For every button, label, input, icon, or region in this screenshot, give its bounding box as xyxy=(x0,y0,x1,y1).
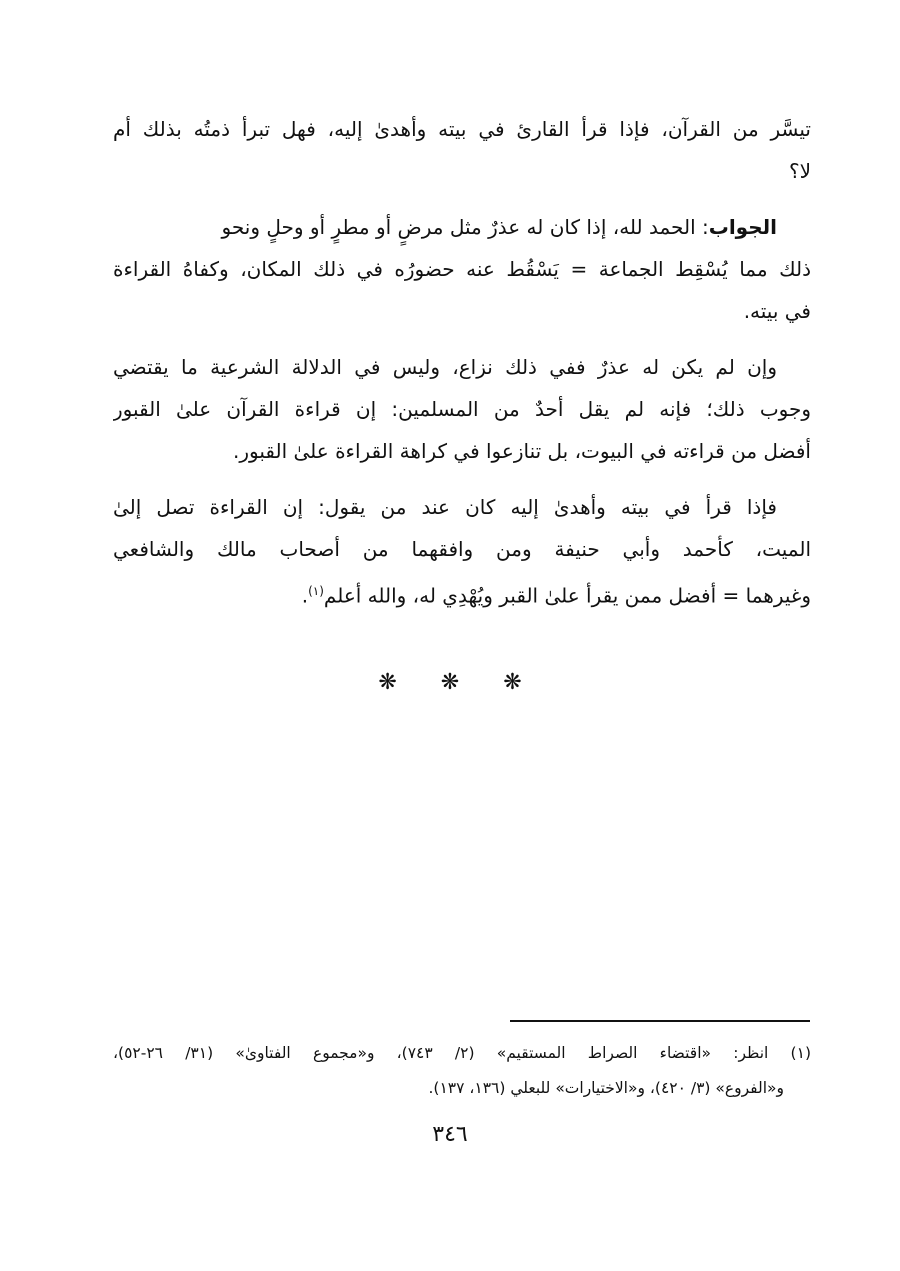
line-text: وغيرهما = أفضل ممن يقرأ علىٰ القبر ويُهْدِي له، والله أعلم xyxy=(323,583,811,608)
text-line: أفضل من قراءته في البيوت، بل تنازعوا في كراهة القراءة علىٰ القبور. xyxy=(232,439,811,463)
asterisk-ornament: ❋ xyxy=(503,670,522,695)
footnote-divider xyxy=(510,1020,810,1022)
answer-text: : الحمد لله، إذا كان له عذرٌ مثل مرضٍ أو مطرٍ أو وحلٍ ونحو xyxy=(221,215,709,239)
section-separator xyxy=(0,670,900,695)
text-line: لا؟ xyxy=(788,159,811,183)
text-line: فإذا قرأ في بيته وأهدىٰ إليه كان عند من يقول: إن القراءة تصل إلىٰ xyxy=(113,495,777,519)
text-line: ذلك مما يُسْقِط الجماعة = يَسْقُط عنه حضورُه في ذلك المكان، وكفاهُ القراءة xyxy=(113,257,811,281)
question-tail xyxy=(113,108,811,192)
asterisk-ornament: ❋ xyxy=(440,670,460,695)
text-line: تيسَّر من القرآن، فإذا قرأ القارئ في بيته وأهدىٰ إليه، فهل تبرأ ذمتُه بذلك أم xyxy=(113,117,811,141)
paragraph-3 xyxy=(113,346,811,472)
text-line: وجوب ذلك؛ فإنه لم يقل أحدٌ من المسلمين: إن قراءة القرآن علىٰ القبور xyxy=(113,397,811,421)
paragraph-4 xyxy=(113,486,811,612)
answer-label: الجواب xyxy=(708,215,777,239)
body-text xyxy=(113,108,811,626)
page-number: ٣٤٦ xyxy=(432,1122,468,1147)
text-line xyxy=(113,206,811,248)
text-line: وإن لم يكن له عذرٌ ففي ذلك نزاع، وليس في الدلالة الشرعية ما يقتضي xyxy=(113,355,777,379)
text-line: الميت، كأحمد وأبي حنيفة ومن وافقهما من أصحاب مالك والشافعي xyxy=(113,537,811,561)
asterisk-ornament: ❋ xyxy=(378,670,397,695)
answer-paragraph xyxy=(113,206,811,332)
line-end: . xyxy=(301,583,309,608)
footnotes xyxy=(113,1036,811,1106)
footnote-ref[interactable]: (١) xyxy=(308,584,324,598)
text-line: في بيته. xyxy=(743,299,811,323)
footnote-line: و«الفروع» (٣/ ٤٢٠)، و«الاختيارات» للبعلي (١٣٦، ١٣٧). xyxy=(428,1079,784,1097)
footnote-line: (١) انظر: «اقتضاء الصراط المستقيم» (٢/ ٧٤٣)، و«مجموع الفتاوىٰ» (٣١/ ٢٦-٥٢)، xyxy=(113,1044,811,1062)
text-line xyxy=(113,570,811,612)
